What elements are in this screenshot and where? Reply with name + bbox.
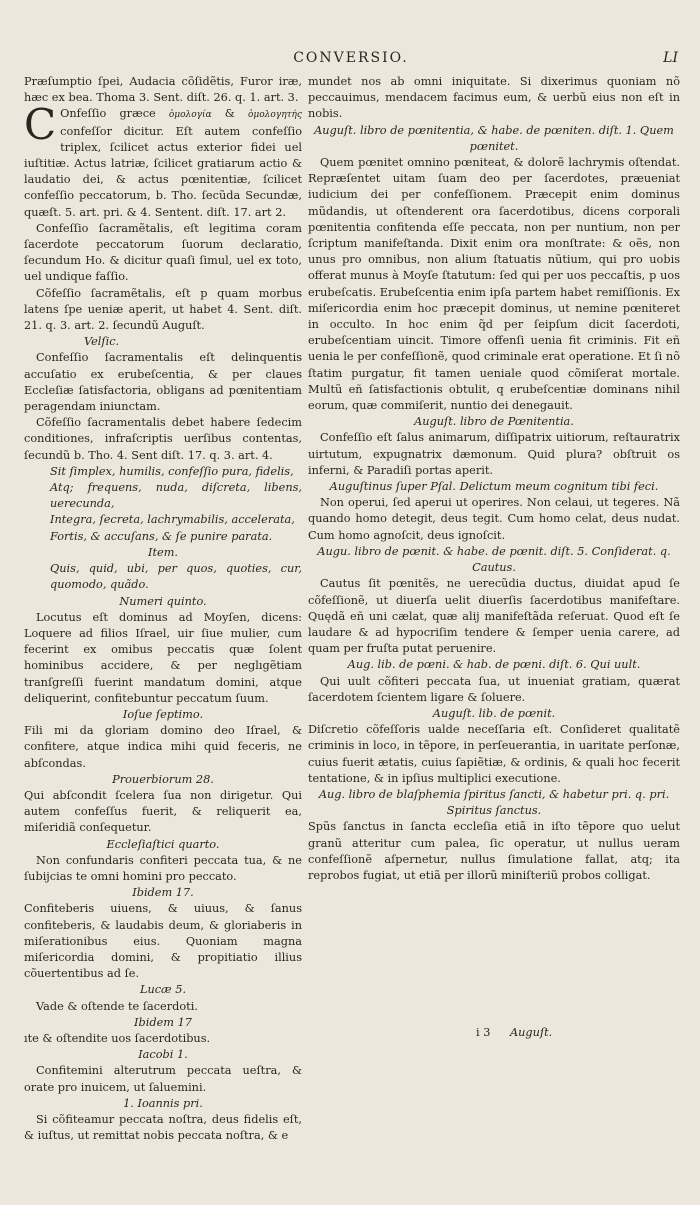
rubric: Ibidem 17	[134, 1015, 192, 1029]
verse-line: Quis, quid, ubi, per quos, quoties, cur, quomodo, quãdo.	[50, 562, 302, 592]
folio-number: LI	[663, 50, 678, 66]
paragraph-text: Onfeſſio græce	[60, 107, 156, 121]
rubric: Lucæ 5.	[139, 983, 187, 997]
paragraph: Si cõfiteamur peccata noſtra, deus fidelis eſt, & iuſtus, ut remittat nobis peccata noſtra, & e	[24, 1113, 302, 1143]
page-footer	[476, 1025, 568, 1041]
rubric: Iacobi 1.	[138, 1048, 188, 1062]
verse-line: Atq; frequens, nuda, diſcreta, libens, uerecunda,	[50, 481, 302, 511]
rubric: Augu. libro de pœnit. & habe. de pœnit. diſt. 5. Conſiderat. q. Cautus.	[317, 544, 671, 575]
paragraph: Confeſſio ſacramentalis eſt delinquentis accuſatio ex erubeſcentia, & per claues Eccleſiæ ſatisfactoria, obligans ad pœnitentiam peragendam iniunctam.	[24, 351, 302, 414]
left-column	[24, 74, 302, 1144]
paragraph	[24, 100, 302, 220]
paragraph: Confeſſio ſacramẽtalis, eſt legitima coram ſacerdote peccatorum ſuorum declaratio, ſecundum Ho. & dicitur quaſi ſimul, uel ex toto, uel undique faſſio.	[24, 221, 302, 284]
rubric: Auguſt. lib. de pœnit.	[432, 706, 556, 720]
paragraph: Locutus eſt dominus ad Moyſen, dicens: Loquere ad filios Iſrael, uir ſiue mulier, cum fecerint ex omibus peccatis quæ ſolent hominibus accidere, & per neglıgẽtiam tranſgreſſi fuerint mandatum domini, atque deliquerint, confitebuntur peccatum ſuum.	[24, 610, 302, 705]
rubric: Eccleſiaſtici quarto.	[106, 837, 220, 851]
paragraph: Non confundaris confiteri peccata tua, & ne ſubijcias te omni homini pro peccato.	[24, 853, 302, 883]
paragraph: Præſumptio ſpei, Audacia cõſidẽtis, Furor iræ, hæc ex bea. Thoma 3. Sent. diſt. 26. q. 1. art. 3.	[24, 75, 302, 105]
rubric: 1. Ioannis pri.	[123, 1096, 203, 1110]
rubric: Item.	[148, 545, 178, 559]
rubric: Auguſtinus ſuper Pſal. Delictum meum cognitum tibi feci.	[329, 480, 659, 494]
paragraph: Vade & oſtende te ſacerdoti.	[36, 999, 198, 1013]
running-title: CONVERSIO.	[293, 50, 409, 66]
signature-mark: i 3	[476, 1026, 491, 1039]
rubric: Velſic.	[84, 335, 120, 349]
paragraph: ıte & oſtendite uos ſacerdotibus.	[24, 1031, 211, 1045]
right-column	[308, 74, 680, 884]
verse-line: Integra, ſecreta, lachrymabilis, accelerata,	[50, 513, 295, 527]
paragraph: Qui abſcondit ſcelera ſua non dirigetur. Qui autem confeſſus fuerit, & reliquerit ea, miſeridiã conſequetur.	[24, 788, 302, 835]
paragraph: Cõfeſſio ſacramentalis debet habere ſedecim conditiones, infraſcriptis uerſibus contentas, ſecundũ b. Tho. 4. Sent diſt. 17. q. 3. art. 4.	[24, 416, 302, 462]
greek-term: ὁμολογία	[168, 110, 212, 121]
paragraph: Qui uult cõfiteri peccata ſua, ut inueniat gratiam, quærat ſacerdotem ſcientem ligare & ſoluere.	[308, 674, 680, 704]
paragraph: Non operui, ſed aperui ut operires. Non celaui, ut tegeres. Nã quando homo detegit, deus tegit. Cum homo celat, deus nudat. Cum homo agnoſcit, deus ignoſcit.	[308, 496, 680, 542]
paragraph: Confeſſio eſt ſalus animarum, diſſipatrix uitiorum, reſtauratrix uirtutum, expugnatrix dæmonum. Quid plura? obſtruit os inferni, & Paradiſi portas aperit.	[308, 431, 680, 477]
paragraph: Confitemini alterutrum peccata ueſtra, & orate pro inuicem, ut ſaluemini.	[24, 1064, 302, 1094]
rubric: Ioſue ſeptimo.	[122, 707, 204, 721]
drop-cap-initial: C	[24, 100, 57, 150]
rubric: Aug. libro de blaſphemia ſpiritus ſancti, & habetur pri. q. pri. Spiritus ſanctus.	[318, 787, 670, 818]
conjunction: &	[224, 107, 235, 121]
rubric: Numeri quinto.	[119, 594, 207, 608]
rubric: Auguſt. libro de pœnitentia, & habe. de pœniten. diſt. 1. Quem pœnitet.	[314, 123, 674, 153]
rubric: Aug. lib. de pœni. & hab. de pœni. diſt. 6. Qui uult.	[347, 658, 641, 672]
opening-paragraph	[24, 100, 302, 220]
paragraph: Spũs ſanctus in ſancta eccleſia etiã in iſto tẽpore quo uelut granũ atteritur cum palea, ſic operatur, ut nullus ueram confeſſionẽ aſpernetur, nullus ſimulatione fallat, atq; ita reprobos fugiat, ut etiã per illorũ miniſteriũ probos colligat.	[308, 820, 680, 882]
verse-line: Fortis, & accuſans, & ſe punire parata.	[50, 529, 273, 543]
rubric: Auguſt. libro de Pœnitentia.	[414, 415, 574, 429]
paragraph: Fili mi da gloriam domino deo Iſrael, & confitere, atque indica mihi quid feceris, ne abſcondas.	[24, 724, 302, 770]
verse-line: Sit ſimplex, humilis, confeſſio pura, fidelis,	[50, 464, 294, 478]
catchword: Auguſt.	[510, 1026, 553, 1039]
paragraph: Cautus ſit pœnitẽs, ne uerecũdia ductus, diuidat apud ſe cõfeſſionẽ, ut diuerſa uelit diuerſis ſacerdotibus manifeſtare. Quędã eñ uni cælat, quæ alij manifeſtãda reſeruat. Quod eſt ſe laudare & ad hypocriſim tendere & ſemper uenia carere, ad quam per fruſta putat peruenire.	[308, 577, 680, 656]
rubric: Prouerbiorum 28.	[112, 772, 214, 786]
paragraph: Diſcretio cõfeſſoris ualde neceſſaria eſt. Conſideret qualitatẽ criminis in loco, in tẽpore, in perſeuerantia, in uaritate perſonæ, cuius fuerit ætatis, cuius ſapiẽtiæ, & ordinis, & quali hoc fecerit tentatione, & in ipſius multiplici executione.	[308, 723, 680, 785]
greek-term: ὁμολογητής	[248, 110, 302, 121]
paragraph: Cõfeſſio ſacramẽtalis, eſt p quam morbus latens ſpe ueniæ aperit, ut habet 4. Sent. diſt. 21. q. 3. art. 2. ſecundũ Auguſt.	[24, 286, 302, 333]
page-header	[24, 50, 678, 74]
paragraph: Confiteberis uiuens, & uiuus, & ſanus confiteberis, & laudabis deum, & gloriaberis in miſerationibus eius. Quoniam magna miſericordia domini, & propitiatio illius cõuertentibus ad ſe.	[24, 902, 302, 981]
rubric: Ibidem 17.	[132, 886, 194, 900]
paragraph: Quem pœnitet omnino pœniteat, & dolorẽ lachrymis oſtendat. Repræſentet uitam ſuam deo per ſacerdotes, præueniat iudicium dei per confeſſionem. Præcepit enim dominus mũdandis, ut oſtenderent ora ſacerdotibus, dicens corporali pœnitentia confitenda eſſe peccata, non per nuntium, non per ſcriptum manifeſtanda. Dixit enim ora monſtrate: & oẽs, non unus pro omnibus, non alium ſtatuatis nũtium, qui pro uobis offerat munus à Moyſe ſtatutum: ſed qui per uos peccaſtis, p uos erubeſcatis. Erubeſcentia enim ipſa partem habet remiſſionis. Ex miſericordia enim hoc præcepit dominus, ut nemine pœniteret in occulto. In hoc enim q̃d per ſeipſum dicit ſacerdoti, erubeſcentiam uincit. Timore offenſi uenia fit criminis. Fit eñ uenia le per confeſſionẽ, quod criminale erat operatione. Et ſi nõ ſtatim purgatur, fit tamen ueniale quod cõmiſerat mortale. Multũ eñ ſatisfactionis obtulit, q erubeſcentiæ dominans nihil eorum, quæ commiſerit, nuntio dei denegauit.	[308, 156, 680, 413]
paragraph: mundet nos ab omni iniquitate. Si dixerimus quoniam nõ peccauimus, mendacem facimus eum, & uerbũ eius non eſt in nobis.	[308, 75, 680, 121]
paragraph-text: confeſſor dicitur. Eſt autem confeſſio triplex, ſcilicet actus exterior fidei uel iuſtitiæ. Actus latriæ, ſcilicet gratiarum actio & laudatio dei, & actus pœnitentiæ, ſcilicet confeſſio peccatorum, b. Tho. ſecũda Secundæ, quæſt. 5. art. pri. & 4. Sentent. diſt. 17. art 2.	[24, 124, 302, 219]
